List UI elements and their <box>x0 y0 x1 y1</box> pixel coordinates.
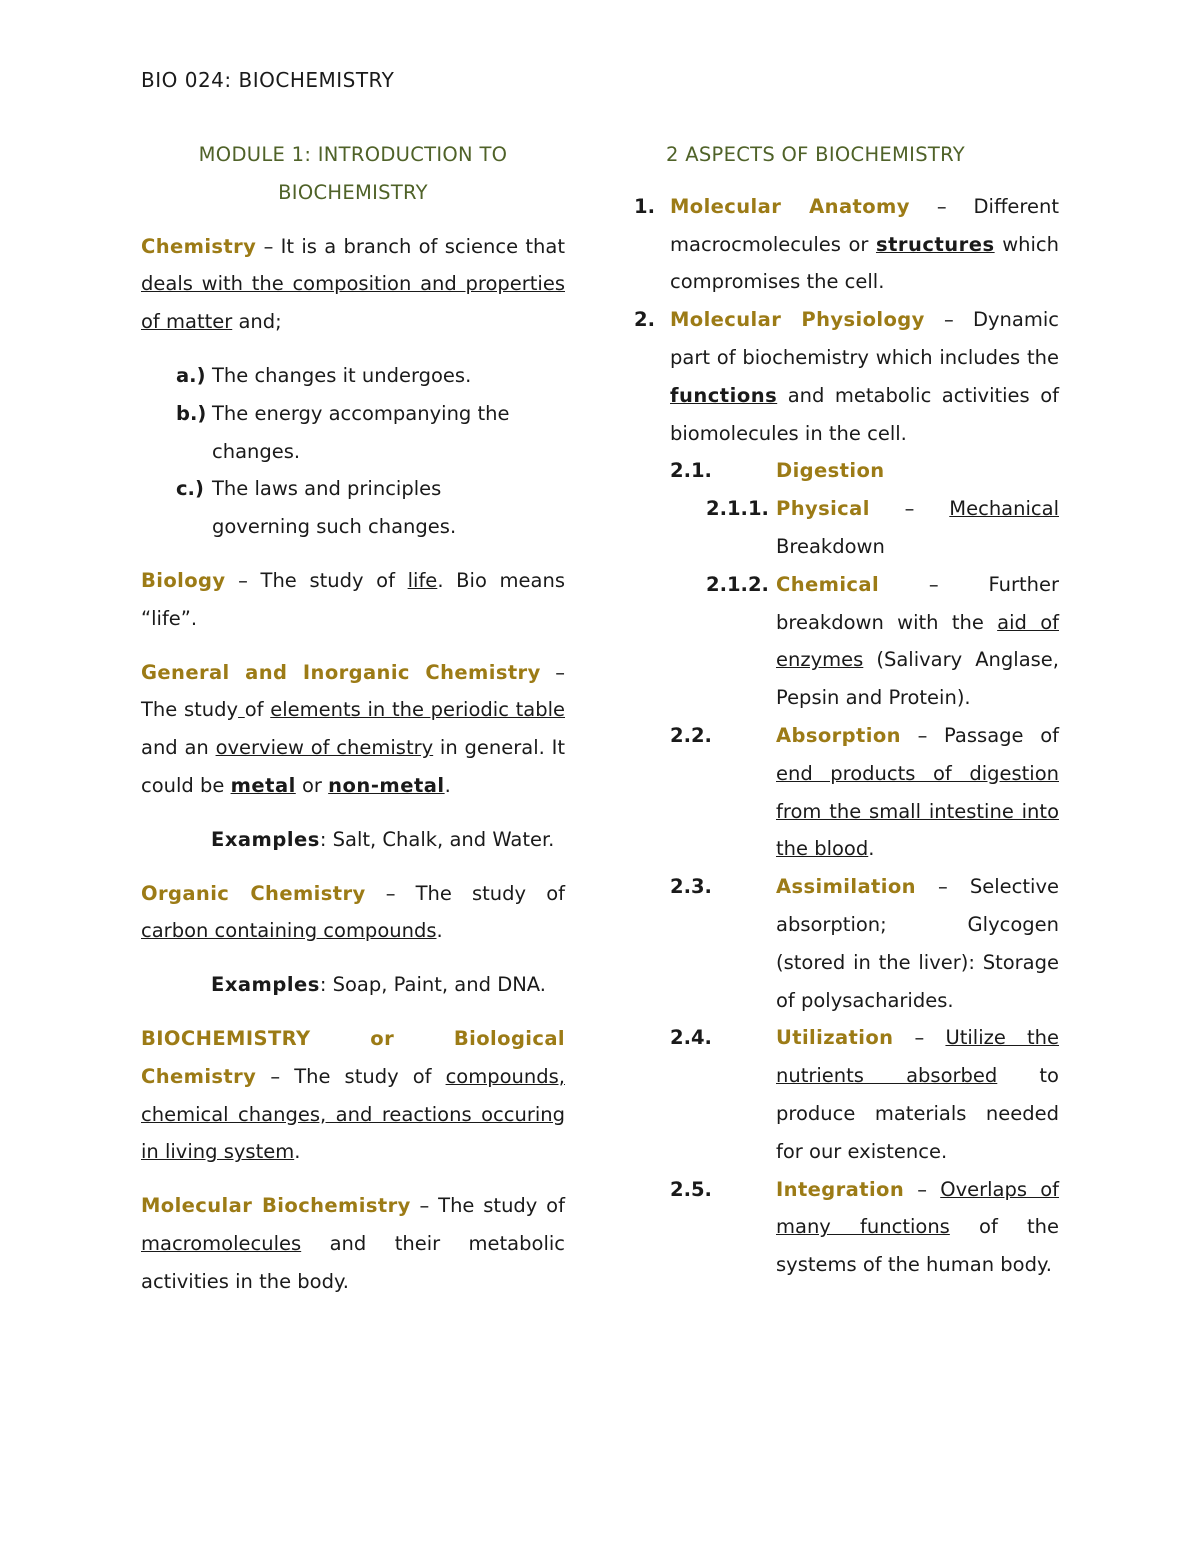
text: – The study of <box>365 881 565 905</box>
term-assimilation: Assimilation <box>776 875 916 899</box>
right-column <box>634 136 1059 1284</box>
bold-underlined-text: non-metal <box>328 773 445 797</box>
text: – Passage of <box>900 723 1059 747</box>
term-absorption: Absorption <box>776 723 901 747</box>
text: to produce materials needed for our existence. <box>776 1064 1059 1163</box>
list-item <box>141 470 565 546</box>
text: Breakdown <box>776 534 885 558</box>
list-item <box>141 395 565 471</box>
module-heading-line1: MODULE 1: INTRODUCTION TO <box>198 143 508 166</box>
text: – <box>869 497 950 521</box>
text: and metabolic activities of biomolecules in the cell. <box>670 383 1059 445</box>
aspects-heading: 2 ASPECTS OF BIOCHEMISTRY <box>666 143 965 166</box>
text: . <box>294 1140 301 1164</box>
text: . Bio means “life”. <box>141 568 565 630</box>
aspect-molecular-anatomy <box>634 188 1059 301</box>
underlined-text: aid of enzymes <box>776 610 1059 672</box>
text: – <box>893 1026 946 1050</box>
text: – The study of <box>256 1064 446 1088</box>
list-text <box>776 1171 1059 1284</box>
text: which compromises the cell. <box>670 232 1059 294</box>
underlined-text: life <box>407 568 438 592</box>
underlined-text: Overlaps of many functions <box>776 1177 1059 1239</box>
examples-label: Examples <box>211 973 320 997</box>
text: – The study <box>141 660 566 722</box>
module-heading-line2: BIOCHEMISTRY <box>278 180 428 204</box>
chemistry-definition <box>141 228 565 341</box>
list-text <box>670 301 1059 452</box>
examples-organic <box>141 966 565 1004</box>
biology-definition <box>141 562 565 638</box>
term-biology: Biology <box>141 568 226 592</box>
term-molecular-biochemistry: Molecular Biochemistry <box>141 1194 411 1218</box>
text: – Further breakdown with the <box>776 572 1059 634</box>
text: of the systems of the human body. <box>776 1215 1059 1277</box>
organic-definition <box>141 875 565 951</box>
sub-digestion <box>634 452 1059 490</box>
term-molecular-physiology: Molecular Physiology <box>670 308 925 332</box>
list-marker: a.) <box>176 363 206 387</box>
sub-assimilation <box>634 868 1059 1019</box>
text: and an <box>141 736 216 760</box>
underlined-text: macromolecules <box>141 1231 302 1255</box>
list-text <box>776 566 1059 717</box>
list-marker: c.) <box>176 477 204 501</box>
sub-utilization <box>634 1019 1059 1170</box>
list-marker: 2.2. <box>670 723 712 747</box>
examples-text: : Soap, Paint, and DNA. <box>319 973 546 997</box>
left-column <box>141 136 565 1317</box>
list-text: The energy accompanying the changes. <box>212 401 510 463</box>
list-text <box>670 188 1059 301</box>
molecular-biochemistry-definition <box>141 1187 565 1300</box>
chemistry-list <box>141 357 565 546</box>
list-text <box>776 868 1059 1019</box>
term-chemistry: Chemistry <box>141 234 257 258</box>
underlined-text: elements in the periodic table <box>270 698 565 722</box>
bold-underlined-text: metal <box>230 773 296 797</box>
underlined-text: overview of chemistry <box>215 736 434 760</box>
text: . <box>436 919 443 943</box>
underlined-text: compounds, chemical changes, and reactions occuring in living system <box>141 1064 565 1164</box>
text: or <box>295 773 329 797</box>
list-marker: b.) <box>176 401 207 425</box>
text: – Dynamic part of biochemistry which includes the <box>670 308 1059 369</box>
term-chemical: Chemical <box>776 572 880 596</box>
term-utilization: Utilization <box>776 1026 894 1050</box>
term-physical: Physical <box>776 497 870 521</box>
sub-absorption <box>634 717 1059 868</box>
list-item <box>141 357 565 395</box>
text: – Selective absorption; Glycogen (stored in the liver): Storage of polysacharides. <box>776 875 1059 1012</box>
list-text <box>776 490 1059 566</box>
list-text <box>776 717 1059 868</box>
list-text: The changes it undergoes. <box>212 363 472 387</box>
list-marker: 2.1.2. <box>706 572 769 596</box>
sub-physical <box>634 490 1059 566</box>
term-biochemistry: BIOCHEMISTRY or Biological Chemistry <box>141 1026 565 1088</box>
term-organic: Organic Chemistry <box>141 881 366 905</box>
underlined-text: Utilize the nutrients absorbed <box>776 1026 1060 1088</box>
list-text <box>776 1019 1059 1170</box>
list-marker: 2.4. <box>670 1026 712 1050</box>
bold-underlined-text: structures <box>875 232 995 256</box>
text: – It is a branch of science that <box>256 234 565 258</box>
text: and; <box>232 310 282 334</box>
list-text: The laws and principles governing such changes. <box>212 477 457 539</box>
general-inorganic-definition <box>141 654 565 805</box>
text: of <box>244 698 271 722</box>
examples-text: : Salt, Chalk, and Water. <box>319 827 555 851</box>
text: (Salivary Anglase, Pepsin and Protein). <box>776 648 1059 710</box>
text: . <box>868 837 875 861</box>
text: and their metabolic activities in the body. <box>141 1231 565 1293</box>
aspect-molecular-physiology <box>634 301 1059 452</box>
term-integration: Integration <box>776 1177 905 1201</box>
list-marker: 2.3. <box>670 875 712 899</box>
sub-integration <box>634 1171 1059 1284</box>
examples-inorganic <box>141 821 565 859</box>
term-molecular-anatomy: Molecular Anatomy <box>670 194 910 218</box>
text: in general. It could be <box>141 736 565 797</box>
text: . <box>444 773 451 797</box>
text: – <box>904 1177 941 1201</box>
underlined-text: Mechanical <box>949 497 1059 521</box>
term-digestion: Digestion <box>776 459 885 483</box>
list-text <box>776 452 1059 490</box>
text: – The study of <box>410 1194 565 1218</box>
bold-underlined-text: functions <box>670 383 778 407</box>
text: – The study of <box>225 568 408 592</box>
examples-label: Examples <box>211 827 320 851</box>
underlined-text: carbon containing compounds <box>141 919 437 943</box>
underlined-text: end products of digestion from the small intestine into the blood <box>776 761 1059 861</box>
underlined-text <box>238 698 245 721</box>
biochemistry-definition <box>141 1020 565 1171</box>
list-marker: 2.1. <box>670 459 712 483</box>
term-general-inorganic: General and Inorganic Chemistry <box>141 660 541 684</box>
text: – Different macrocmolecules or <box>670 194 1059 256</box>
list-marker: 2.1.1. <box>706 497 769 521</box>
list-marker: 2. <box>634 308 655 332</box>
list-marker: 1. <box>634 194 655 218</box>
underlined-text: deals with the composition and properties of matter <box>141 272 565 334</box>
sub-chemical <box>634 566 1059 717</box>
list-marker: 2.5. <box>670 1177 712 1201</box>
module-heading <box>141 136 565 212</box>
page-header: BIO 024: BIOCHEMISTRY <box>141 68 395 92</box>
